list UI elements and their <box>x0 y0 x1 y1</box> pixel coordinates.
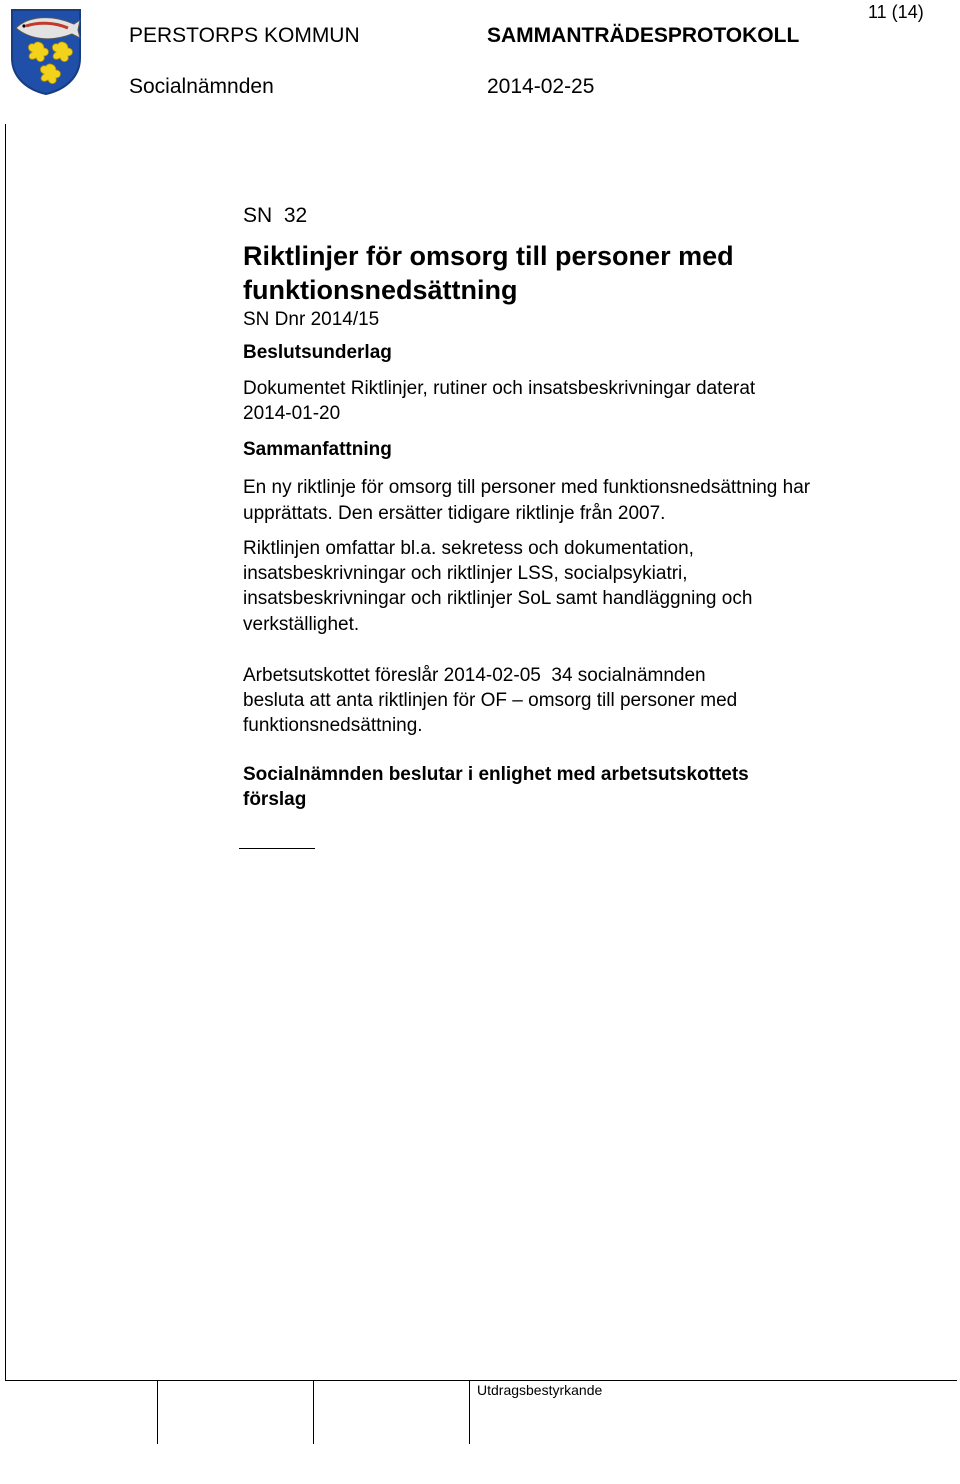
proposal-line-1: Arbetsutskottet föreslår 2014-02-05 34 socialnämnden <box>243 665 706 686</box>
page-number: 11 (14) <box>868 2 924 22</box>
summary-line-1: En ny riktlinje för omsorg till personer med funktionsnedsättning har <box>243 477 811 498</box>
basis-line-1: Dokumentet Riktlinjer, rutiner och insatsbeskrivningar daterat <box>243 378 756 399</box>
case-number: SN Dnr 2014/15 <box>243 309 380 330</box>
attestation-label: Utdragsbestyrkande <box>477 1382 603 1398</box>
summary-heading: Sammanfattning <box>243 439 392 460</box>
municipality-name: PERSTORPS KOMMUN <box>129 24 360 47</box>
decision-line-2: förslag <box>243 789 307 810</box>
proposal-line-3: funktionsnedsättning. <box>243 715 423 736</box>
document-type: SAMMANTRÄDESPROTOKOLL <box>487 24 800 47</box>
basis-heading: Beslutsunderlag <box>243 342 392 363</box>
scope-line-4: verkställighet. <box>243 614 360 635</box>
municipality-coat-of-arms <box>8 4 84 96</box>
section-end-rule <box>239 848 315 849</box>
footer-divider-1 <box>157 1380 158 1444</box>
section-title-line-1: Riktlinjer för omsorg till personer med <box>243 241 734 271</box>
section-title-line-2: funktionsnedsättning <box>243 275 518 305</box>
footer-divider-3 <box>469 1380 470 1444</box>
scope-line-3: insatsbeskrivningar och riktlinjer SoL samt handläggning och <box>243 588 753 609</box>
committee-name: Socialnämnden <box>129 75 274 98</box>
summary-line-2: upprättats. Den ersätter tidigare riktlinje från 2007. <box>243 503 666 524</box>
meeting-date: 2014-02-25 <box>487 75 595 98</box>
scope-line-2: insatsbeskrivningar och riktlinjer LSS, socialpsykiatri, <box>243 563 688 584</box>
basis-line-2: 2014-01-20 <box>243 403 341 424</box>
footer-top-rule <box>5 1380 957 1381</box>
footer-divider-2 <box>313 1380 314 1444</box>
paragraph-reference: SN 32 <box>243 204 308 227</box>
coat-of-arms-icon <box>8 4 84 96</box>
scope-line-1: Riktlinjen omfattar bl.a. sekretess och dokumentation, <box>243 538 694 559</box>
left-margin-rule <box>5 124 6 1380</box>
decision-line-1: Socialnämnden beslutar i enlighet med arbetsutskottets <box>243 764 749 785</box>
proposal-line-2: besluta att anta riktlinjen för OF – omsorg till personer med <box>243 690 738 711</box>
